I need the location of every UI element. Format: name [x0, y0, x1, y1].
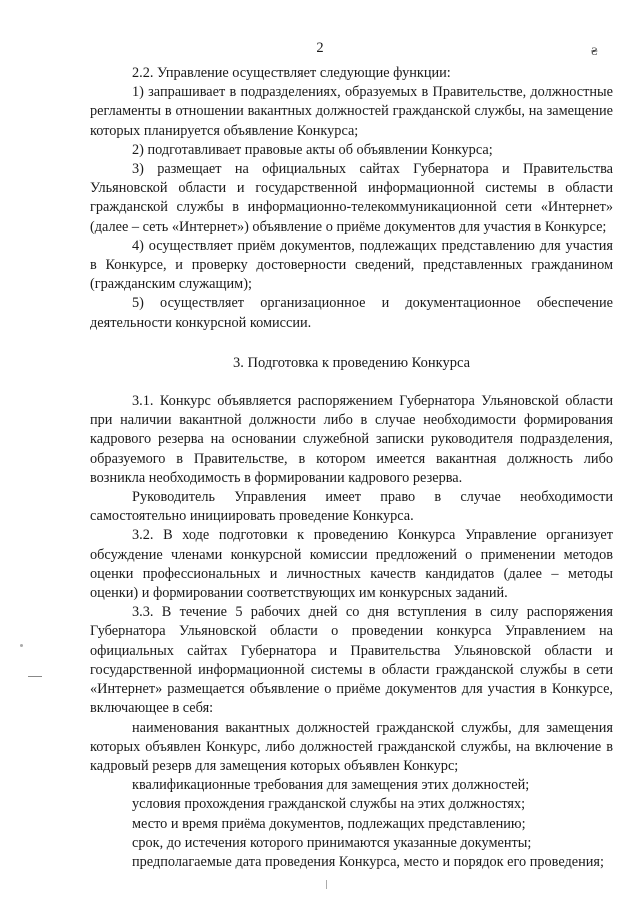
heading-gap: [90, 373, 613, 392]
paragraph-3-1-b: Руководитель Управления имеет право в случае необходимости самостоятельно инициировать проведение Конкурса.: [90, 489, 613, 525]
paragraph-3-3: 3.3. В течение 5 рабочих дней со дня вступления в силу распоряжения Губернатора Ульяновской области о проведении конкурса Управлением на официальных сайтах Губернатора и Правительства Ульяновской области и государственной информационной системы в области гражданской службы в сети «Интернет» размещается объявление о приёме документов для участия в Конкурсе, включающее в себя:: [90, 604, 613, 717]
document-body: [90, 64, 613, 872]
list-item: срок, до истечения которого принимаются указанные документы;: [132, 834, 532, 851]
bottom-mark: [326, 880, 327, 889]
paragraph-2-2-item-4: 4) осуществляет приём документов, подлежащих представлению для участия в Конкурсе, и проверку достоверности сведений, представленных гражданином (гражданским служащим);: [90, 237, 613, 293]
list-item: предполагаемые дата проведения Конкурса, место и порядок его проведения;: [132, 853, 604, 870]
list-item: место и время приёма документов, подлежащих представлению;: [132, 815, 526, 832]
corner-mark: ₴: [591, 44, 598, 58]
page-number: 2: [316, 40, 324, 56]
paragraph-2-2-item-2: 2) подготавливает правовые акты об объявлении Конкурса;: [132, 141, 493, 158]
paragraph-3-2: 3.2. В ходе подготовки к проведению Конкурса Управление организует обсуждение членами конкурсной комиссии предложений о применении методов оценки профессиональных и личностных качеств кандидатов (далее – методы оценки) и формировании соответствующих им конкурсных заданий.: [90, 527, 613, 602]
paragraph-2-2-item-1: 1) запрашивает в подразделениях, образуемых в Правительстве, должностные регламенты в отношении вакантных должностей гражданской службы, на замещение которых планируется объявление Конкурса;: [90, 84, 613, 139]
paragraph-2-2-item-3: 3) размещает на официальных сайтах Губернатора и Правительства Ульяновской области и государственной информационной системы в области гражданской службы в информационно-телекоммуникационной сети «Интернет» (далее – сеть «Интернет») объявление о приёме документов для участия в Конкурсе;: [90, 161, 613, 235]
paragraph-2-2: 2.2. Управление осуществляет следующие функции:: [132, 65, 451, 81]
margin-mark: [28, 676, 42, 677]
section-heading-3: 3. Подготовка к проведению Конкурса: [232, 354, 471, 371]
margin-dot: [20, 644, 23, 647]
list-item: условия прохождения гражданской службы на этих должностях;: [132, 796, 526, 813]
list-item: квалификационные требования для замещения этих должностей;: [132, 777, 530, 794]
paragraph-3-1: 3.1. Конкурс объявляется распоряжением Губернатора Ульяновской области при наличии вакантной должности либо в случае необходимости формирования кадрового резерва на основании служебной записки руководителя подразделения, образуемого в Правительстве, в котором имеется вакантная должность либо возникла необходимость в формировании кадрового резерва.: [90, 393, 613, 486]
paragraph-2-2-item-5: 5) осуществляет организационное и документационное обеспечение деятельности конкурсной комиссии.: [90, 295, 613, 331]
section-gap: [90, 333, 613, 354]
list-item: наименования вакантных должностей гражданской службы, для замещения которых объявлен Конкурс, либо должностей гражданской службы, на включение в кадровый резерв для замещения которых объявлен Конкурс;: [90, 719, 613, 774]
